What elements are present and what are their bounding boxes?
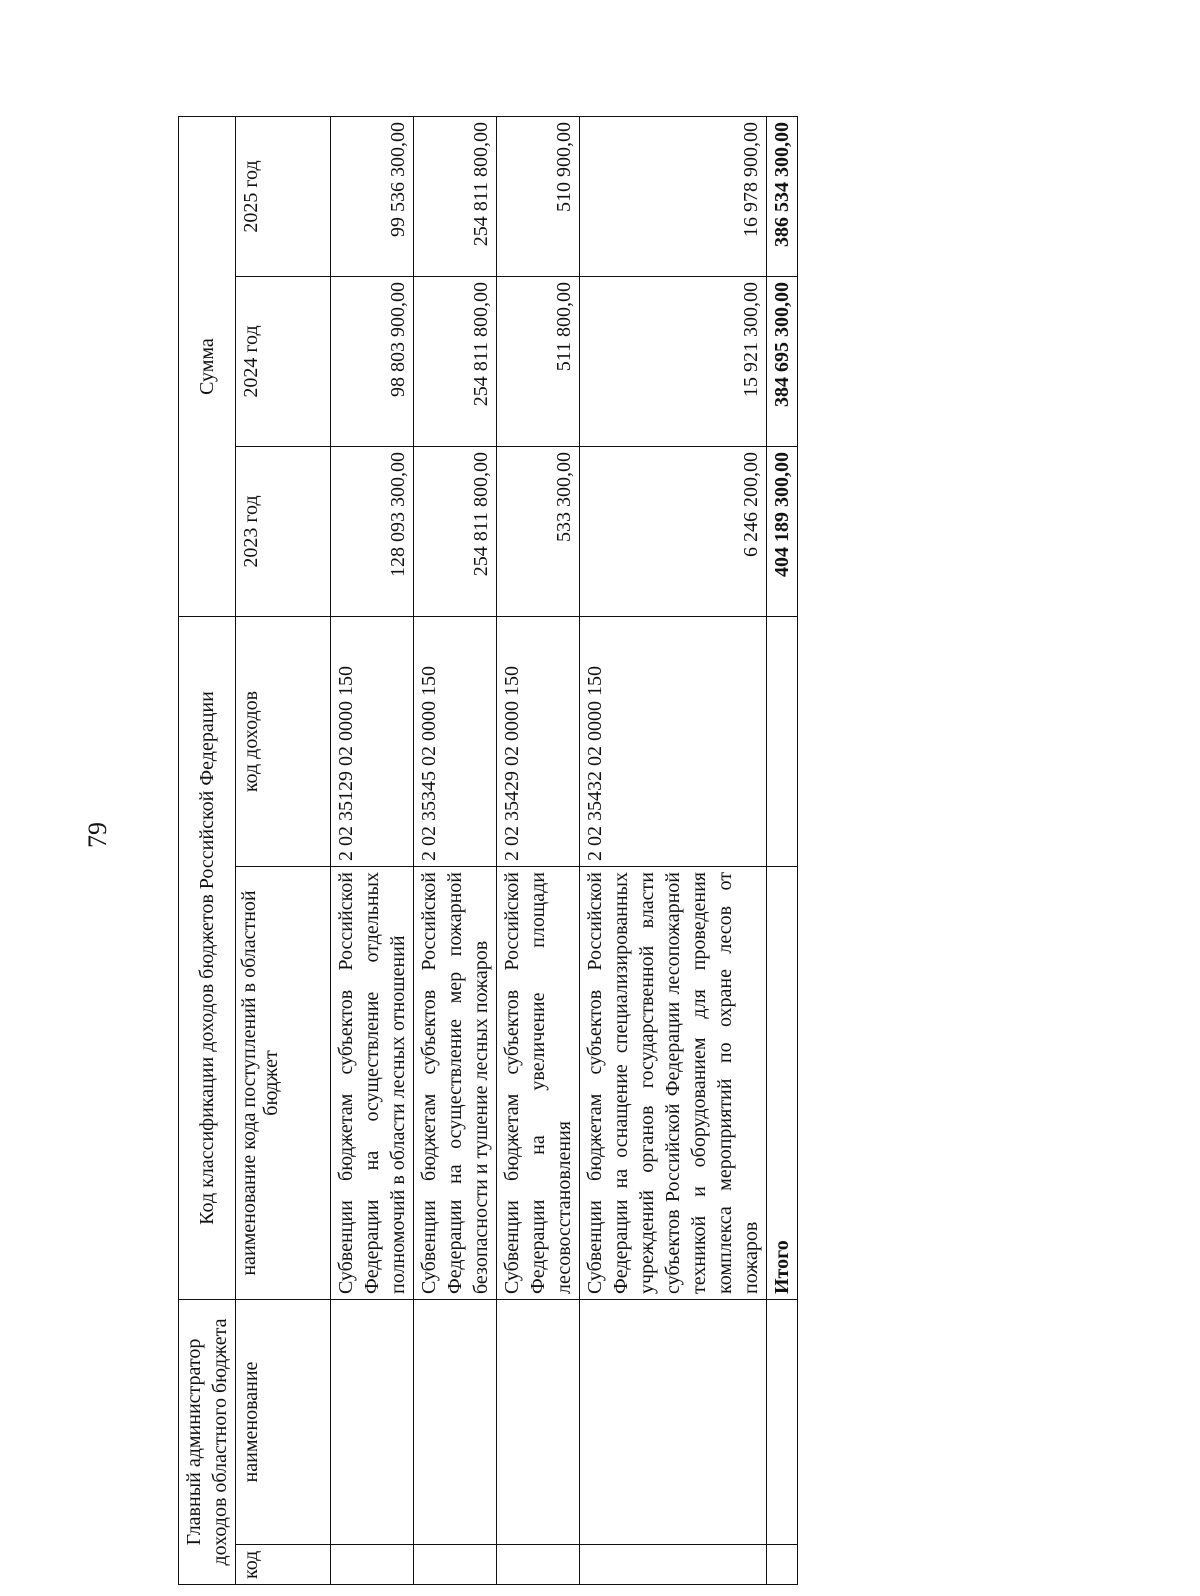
- header-kod-dohodov: код доходов: [236, 617, 331, 867]
- header-row-1: [179, 117, 236, 1585]
- total-2024: 384 695 300,00: [767, 277, 798, 447]
- cell-2025: 510 900,00: [497, 117, 580, 277]
- header-2025: 2025 год: [236, 117, 331, 277]
- cell-kod: [414, 1545, 497, 1585]
- table-row: [414, 117, 497, 1585]
- table-row: [580, 117, 767, 1585]
- header-classification-group: Код классификации доходов бюджетов Российской Федерации: [179, 617, 236, 1300]
- cell-name: Субвенции бюджетам субъектов Российской Федерации на увеличение площади лесовосстановления: [497, 867, 580, 1300]
- header-kod: код: [236, 1545, 331, 1585]
- revenue-table: [178, 116, 798, 1585]
- header-sum-group: Сумма: [179, 117, 236, 617]
- header-row-2: [236, 117, 331, 1585]
- cell-2025: 254 811 800,00: [414, 117, 497, 277]
- cell-code: 2 02 35429 02 0000 150: [497, 617, 580, 867]
- cell-code: 2 02 35432 02 0000 150: [580, 617, 767, 867]
- cell-2025: 99 536 300,00: [331, 117, 414, 277]
- cell-name: Субвенции бюджетам субъектов Российской Федерации на осуществление отдельных полномочий в области лесных отношений: [331, 867, 414, 1300]
- header-naim-koda: наименование кода поступлений в областной бюджет: [236, 867, 331, 1300]
- cell-2023: 128 093 300,00: [331, 447, 414, 617]
- cell-kod: [497, 1545, 580, 1585]
- page-number: 79: [83, 822, 112, 848]
- total-label: Итого: [767, 867, 798, 1300]
- cell-code: 2 02 35129 02 0000 150: [331, 617, 414, 867]
- table-row: [331, 117, 414, 1585]
- cell-2024: 254 811 800,00: [414, 277, 497, 447]
- total-2023: 404 189 300,00: [767, 447, 798, 617]
- cell-name: Субвенции бюджетам субъектов Российской Федерации на оснащение специализированных учреждений органов государственной власти субъектов Российской Федерации лесопожарной техникой и оборудованием для проведения комплекса мероприятий по охране лесов от пожаров: [580, 867, 767, 1300]
- cell-2023: 533 300,00: [497, 447, 580, 617]
- header-2023: 2023 год: [236, 447, 331, 617]
- cell-2023: 6 246 200,00: [580, 447, 767, 617]
- cell-naimenovanie: [580, 1300, 767, 1545]
- header-2024: 2024 год: [236, 277, 331, 447]
- rotated-table-wrapper: [178, 117, 970, 1585]
- cell-2024: 98 803 900,00: [331, 277, 414, 447]
- cell-2023: 254 811 800,00: [414, 447, 497, 617]
- cell-name: Субвенции бюджетам субъектов Российской Федерации на осуществление мер пожарной безопасности и тушение лесных пожаров: [414, 867, 497, 1300]
- total-cell-kod: [767, 1545, 798, 1585]
- total-2025: 386 534 300,00: [767, 117, 798, 277]
- table-row: [497, 117, 580, 1585]
- header-naimenovanie: наименование: [236, 1300, 331, 1545]
- cell-naimenovanie: [497, 1300, 580, 1545]
- total-cell-code: [767, 617, 798, 867]
- cell-2024: 511 800,00: [497, 277, 580, 447]
- header-admin-group: Главный администратор доходов областного бюджета: [179, 1300, 236, 1585]
- cell-kod: [580, 1545, 767, 1585]
- total-cell-naimenovanie: [767, 1300, 798, 1545]
- cell-naimenovanie: [414, 1300, 497, 1545]
- cell-2024: 15 921 300,00: [580, 277, 767, 447]
- cell-2025: 16 978 900,00: [580, 117, 767, 277]
- cell-code: 2 02 35345 02 0000 150: [414, 617, 497, 867]
- cell-naimenovanie: [331, 1300, 414, 1545]
- total-row: [767, 117, 798, 1585]
- cell-kod: [331, 1545, 414, 1585]
